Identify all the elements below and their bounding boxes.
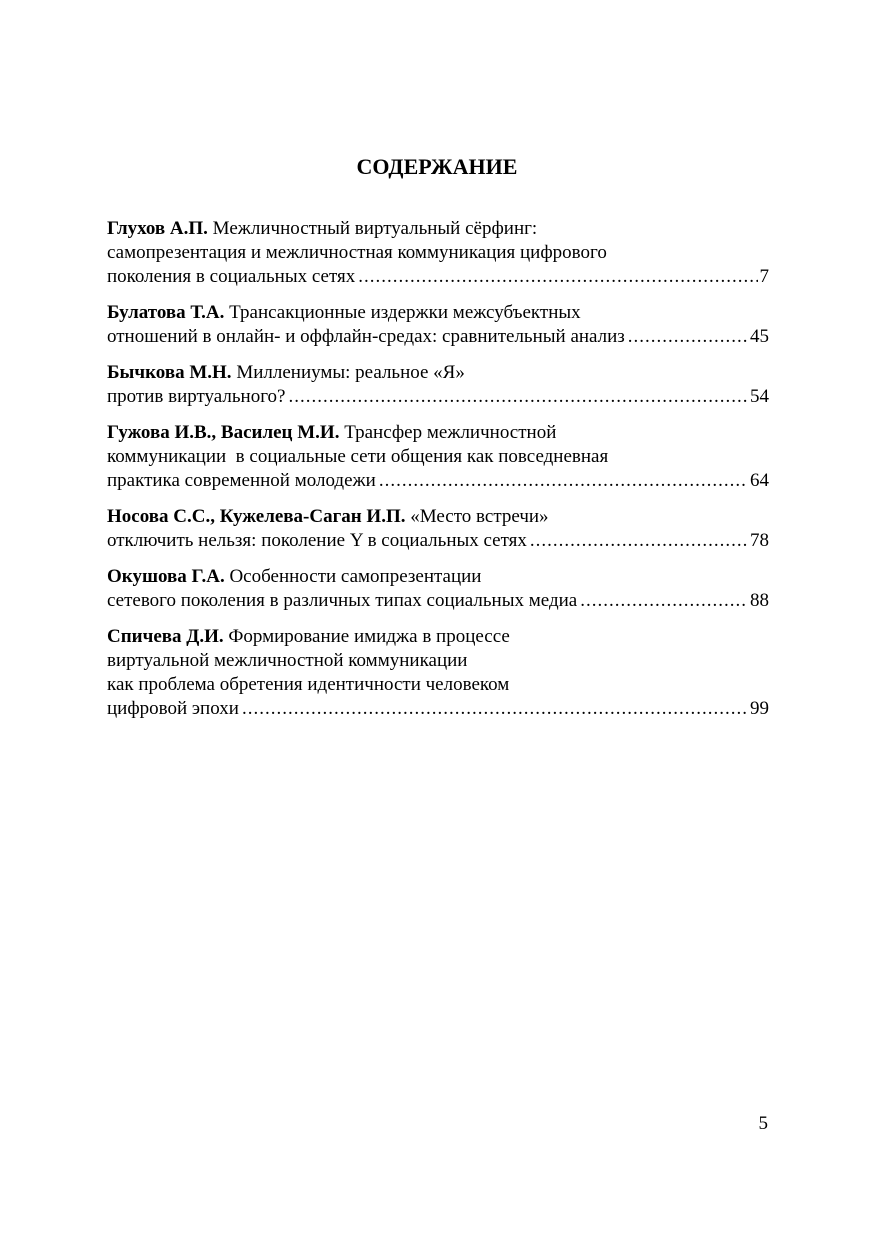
toc-entry-page-number: 45 [750,326,769,347]
dot-leader [580,589,748,613]
toc-entry-title-line: как проблема обретения идентичности человеком [107,674,510,695]
dot-leader [379,469,748,493]
toc-entry-last-line [107,325,769,349]
page-number: 5 [758,1113,768,1134]
toc-entry-heading-line [107,505,769,529]
toc-entry-title-start: Трансфер межличностной [344,422,557,443]
toc-entry-title-end: цифровой эпохи [107,698,239,719]
dot-leader [530,529,748,553]
toc-entry-page-number: 99 [750,698,769,719]
toc-entry-last-line [107,529,769,553]
toc-entry-authors: Гужова И.В., Василец М.И. [107,422,340,443]
toc-entry [107,361,769,409]
toc-entry-last-line [107,385,769,409]
page-title: СОДЕРЖАНИЕ [356,154,518,179]
toc-entry-title-end: сетевого поколения в различных типах социальных медиа [107,590,578,611]
toc-entry-page-number: 88 [750,590,769,611]
toc-entry [107,505,769,553]
toc-entry-heading-line [107,565,769,589]
toc-entry-title-line: виртуальной межличностной коммуникации [107,650,468,671]
dot-leader [242,697,748,721]
toc-entry [107,301,769,349]
toc-entry [107,217,769,289]
toc-entry [107,421,769,493]
toc-entry-page-number: 78 [750,530,769,551]
toc-entry-heading-line [107,217,769,241]
toc-entry-title-start: Формирование имиджа в процессе [228,626,510,647]
toc-entry-heading-line [107,421,769,445]
toc-entry-title-end: отношений в онлайн- и оффлайн-средах: сравнительный анализ [107,326,625,347]
dot-leader [358,265,757,289]
toc-entry-title-end: поколения в социальных сетях [107,266,356,287]
toc-entry-title-line: коммуникации в социальные сети общения как повседневная [107,446,609,467]
toc-entry-title-end: отключить нельзя: поколение Y в социальных сетях [107,530,527,551]
toc-entry [107,625,769,721]
toc-entry-title-start: Особенности самопрезентации [229,566,482,587]
toc-entry-heading-line [107,301,769,325]
toc-entry-authors: Глухов А.П. [107,218,208,239]
toc-entry-title-start: Миллениумы: реальное «Я» [236,362,465,383]
toc-entry-page-number: 64 [750,470,769,491]
toc-entry-authors: Бычкова М.Н. [107,362,232,383]
toc-entry-authors: Носова С.С., Кужелева-Саган И.П. [107,506,406,527]
toc-entry-authors: Спичева Д.И. [107,626,224,647]
toc-entry-title-line: самопрезентация и межличностная коммуникация цифрового [107,242,607,263]
toc-entry-title-start: Трансакционные издержки межсубъектных [229,302,581,323]
toc-entry-last-line [107,589,769,613]
toc-entry-authors: Булатова Т.А. [107,302,225,323]
toc-entry-last-line [107,469,769,493]
toc-entry-title-end: практика современной молодежи [107,470,376,491]
toc-entry-heading-line [107,625,769,649]
table-of-contents [107,217,769,733]
dot-leader [628,325,748,349]
toc-entry-last-line [107,265,769,289]
toc-entry [107,565,769,613]
toc-entry-title-start: Межличностный виртуальный сёрфинг: [212,218,538,239]
dot-leader [288,385,748,409]
toc-entry-page-number: 54 [750,386,769,407]
toc-entry-page-number: 7 [759,266,769,287]
toc-entry-title-end: против виртуального? [107,386,286,407]
toc-entry-authors: Окушова Г.А. [107,566,225,587]
toc-entry-last-line [107,697,769,721]
toc-entry-title-start: «Место встречи» [410,506,549,527]
toc-entry-heading-line [107,361,769,385]
